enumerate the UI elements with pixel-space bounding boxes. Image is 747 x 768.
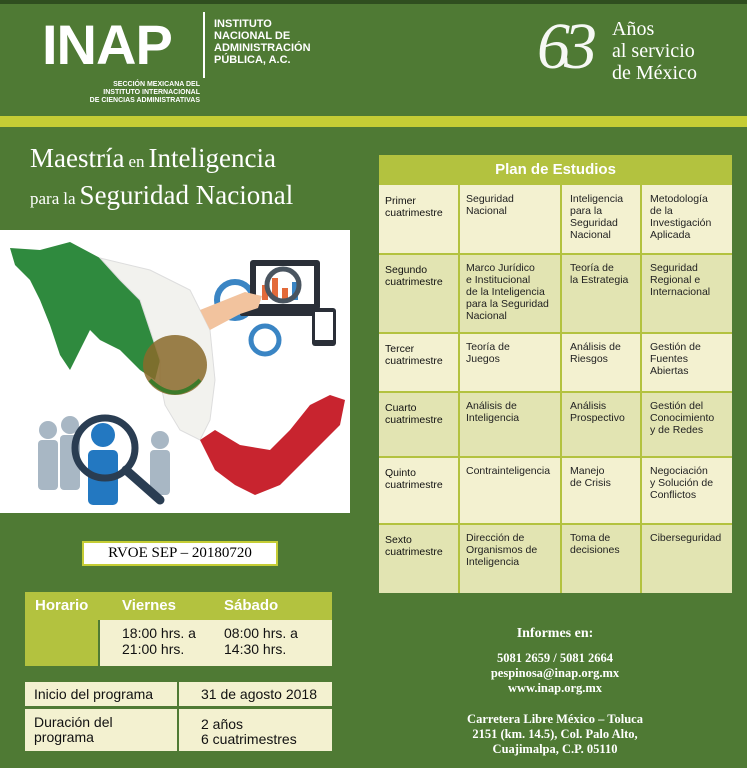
logo-divider <box>203 12 205 78</box>
contact-email[interactable]: pespinosa@inap.org.mx <box>490 666 620 680</box>
course-cell: Contrainteligencia <box>466 465 551 477</box>
day-friday: Viernes <box>122 597 176 614</box>
semester-label: Sexto cuatrimestre <box>385 534 443 558</box>
duration-row <box>25 709 332 751</box>
row-divider <box>379 523 732 525</box>
start-row <box>25 682 332 706</box>
contact-heading: Informes en: <box>516 626 594 641</box>
row-divider <box>379 253 732 255</box>
study-plan-row <box>379 457 732 524</box>
accent-bar <box>0 116 747 127</box>
map-green-region <box>10 242 160 380</box>
study-plan-table <box>379 155 732 593</box>
semester-label: Tercer cuatrimestre <box>385 343 443 367</box>
study-plan-title: Plan de Estudios <box>379 155 732 185</box>
contact-details <box>440 651 670 696</box>
institute-name: INSTITUTO NACIONAL DE ADMINISTRACIÓN PÚBLICA, A.C. <box>214 18 311 66</box>
map-red-region <box>200 395 345 495</box>
row-divider <box>177 682 179 706</box>
course-cell: Análisis de Riesgos <box>570 341 621 365</box>
schedule-table <box>25 592 332 666</box>
course-cell: Seguridad Regional e Internacional <box>650 262 711 298</box>
study-plan-row <box>379 392 732 457</box>
course-cell: Metodología de la Investigación Aplicada <box>650 193 712 241</box>
gear-icon <box>251 326 279 354</box>
course-cell: Análisis Prospectivo <box>570 400 625 424</box>
study-plan-row <box>379 333 732 392</box>
anniversary-text: Años al servicio de México <box>612 18 697 84</box>
course-cell: Inteligencia para la Seguridad Nacional <box>570 193 624 241</box>
header-banner <box>0 0 747 116</box>
course-cell: Seguridad Nacional <box>466 193 514 217</box>
schedule-times <box>100 620 332 666</box>
contact-website[interactable]: www.inap.org.mx <box>507 681 603 695</box>
duration-value: 2 años 6 cuatrimestres <box>201 716 297 747</box>
inap-logo: INAP <box>42 13 172 76</box>
course-cell: Gestión del Conocimiento y de Redes <box>650 400 715 436</box>
contact-address: Carretera Libre México – Toluca 2151 (km. 14.5), Col. Palo Alto, Cuajimalpa, C.P. 05110 <box>467 712 643 756</box>
phone-screen <box>315 312 333 340</box>
schedule-header <box>25 592 332 620</box>
course-cell: Gestión de Fuentes Abiertas <box>650 341 701 377</box>
column-divider <box>640 185 642 593</box>
eagle-emblem <box>143 335 207 395</box>
day-saturday: Sábado <box>224 597 279 614</box>
row-divider <box>177 709 179 751</box>
course-cell: Dirección de Organismos de Inteligencia <box>466 532 538 568</box>
duration-label: Duración del programa <box>34 714 113 745</box>
contact-phones: 5081 2659 / 5081 2664 <box>497 651 613 665</box>
course-cell: Análisis de Inteligencia <box>466 400 520 424</box>
semester-label: Quinto cuatrimestre <box>385 467 443 491</box>
program-title: Maestría en Inteligencia para la Seguridad Nacional <box>30 143 294 210</box>
friday-time: 18:00 hrs. a 21:00 hrs. <box>122 625 196 657</box>
course-cell: Teoría de la Estrategia <box>570 262 629 286</box>
course-cell: Manejo de Crisis <box>570 465 611 489</box>
course-cell: Ciberseguridad <box>650 532 722 544</box>
study-plan-row <box>379 524 732 593</box>
semester-label: Segundo cuatrimestre <box>385 264 443 288</box>
row-divider <box>379 456 732 458</box>
course-cell: Teoría de Juegos <box>466 341 510 365</box>
study-plan-row <box>379 254 732 333</box>
horario-label: Horario <box>35 597 89 614</box>
course-cell: Negociación y Solución de Conflictos <box>650 465 714 501</box>
column-divider <box>560 185 562 593</box>
row-divider <box>379 391 732 393</box>
anniversary-number: 63 <box>537 10 591 83</box>
saturday-time: 08:00 hrs. a 14:30 hrs. <box>224 625 298 657</box>
course-cell: Marco Jurídico e Institucional de la Inteligencia para la Seguridad Nacional <box>466 262 549 322</box>
semester-label: Cuarto cuatrimestre <box>385 402 443 426</box>
schedule-left-cell <box>25 620 98 666</box>
semester-label: Primer cuatrimestre <box>385 195 443 219</box>
illustration-mexico-intelligence <box>0 230 350 513</box>
start-value: 31 de agosto 2018 <box>201 686 317 702</box>
start-label: Inicio del programa <box>34 686 154 702</box>
course-cell: Toma de decisiones <box>570 532 620 556</box>
row-divider <box>379 332 732 334</box>
mexico-map-illustration <box>0 230 350 513</box>
column-divider <box>458 185 460 593</box>
section-caption: SECCIÓN MEXICANA DEL INSTITUTO INTERNACIONAL DE CIENCIAS ADMINISTRATIVAS <box>89 81 200 104</box>
study-plan-row <box>379 185 732 254</box>
rvoe-badge: RVOE SEP – 20180720 <box>82 541 278 566</box>
